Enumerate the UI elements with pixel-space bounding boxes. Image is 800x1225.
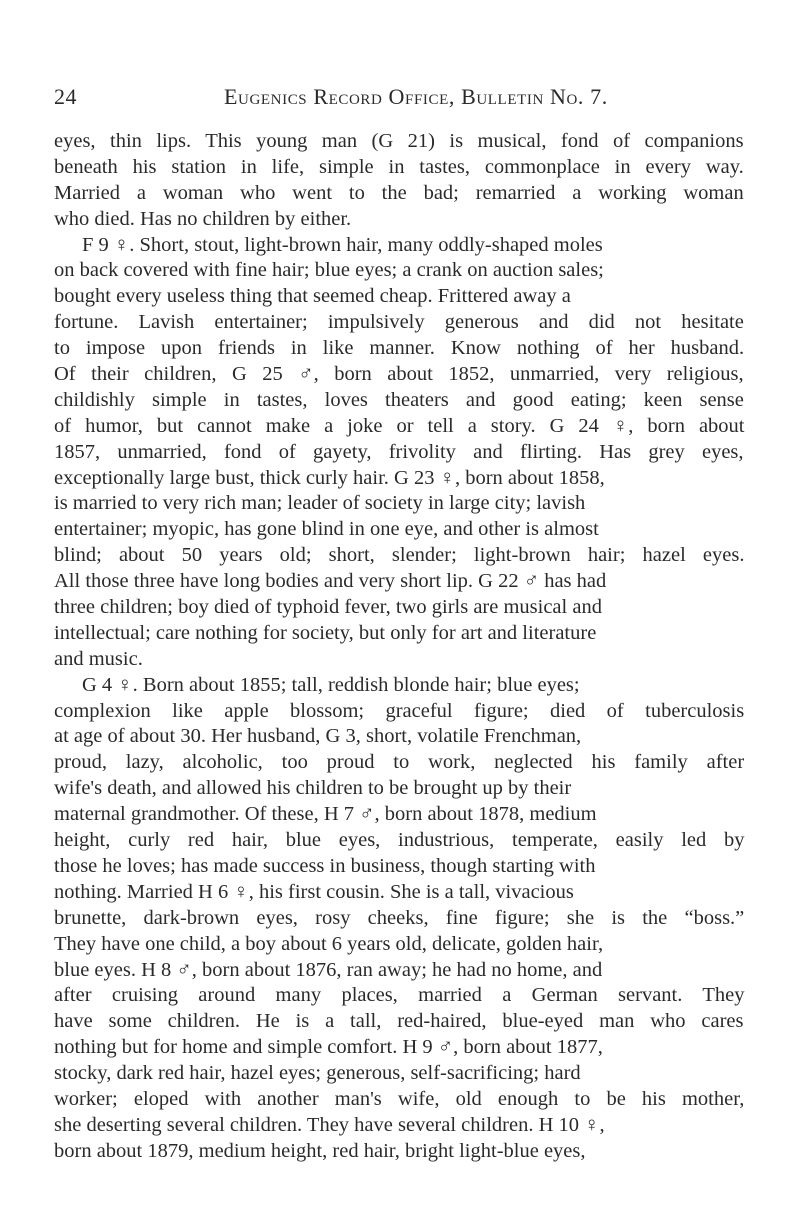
text-line: three children; boy died of typhoid fever, two girls are musical and [54,596,602,619]
running-head: Eugenics Record Office, Bulletin No. 7. [224,84,608,109]
text-line: is married to very rich man; leader of society in large city; lavish [54,492,586,515]
text-line: entertainer; myopic, has gone blind in one eye, and other is almost [54,518,599,541]
text-line: nothing but for home and simple comfort. H 9 ♂, born about 1877, [54,1036,603,1059]
text-line: childishly simple in tastes, loves theaters and good eating; keen sense [54,388,744,411]
text-line: born about 1879, medium height, red hair, bright light-blue eyes, [54,1139,586,1162]
text-line: F 9 ♀. Short, stout, light-brown hair, many oddly-shaped moles [82,233,603,256]
text-line: after cruising around many places, married a German servant. They [54,984,745,1007]
text-line: intellectual; care nothing for society, but only for art and literature [54,621,597,644]
text-line: All those three have long bodies and very short lip. G 22 ♂ has had [54,570,607,593]
text-line: complexion like apple blossom; graceful figure; died of tuberculosis [54,699,745,722]
text-line: height, curly red hair, blue eyes, industrious, temperate, easily led by [54,829,745,852]
text-line: They have one child, a boy about 6 years old, delicate, golden hair, [54,932,604,955]
text-line: she deserting several children. They have several children. H 10 ♀, [54,1113,605,1136]
body-text [54,129,794,1165]
page-header [54,84,744,114]
text-line: wife's death, and allowed his children to be brought up by their [54,777,572,800]
text-line: to impose upon friends in like manner. Know nothing of her husband. [54,337,745,360]
text-line: G 4 ♀. Born about 1855; tall, reddish blonde hair; blue eyes; [82,673,580,696]
page-number: 24 [54,84,77,109]
text-line: at age of about 30. Her husband, G 3, short, volatile Frenchman, [54,725,582,748]
text-line: worker; eloped with another man's wife, old enough to be his mother, [54,1087,745,1110]
text-line: exceptionally large bust, thick curly hair. G 23 ♀, born about 1858, [54,466,605,489]
text-line: Of their children, G 25 ♂, born about 1852, unmarried, very religious, [54,363,744,386]
text-line: on back covered with fine hair; blue eyes; a crank on auction sales; [54,259,604,282]
text-line: Married a woman who went to the bad; remarried a working woman [54,181,744,204]
text-line: fortune. Lavish entertainer; impulsively generous and did not hesitate [54,311,744,334]
text-line: who died. Has no children by either. [54,207,352,230]
text-line: and music. [54,647,143,670]
text-line: eyes, thin lips. This young man (G 21) is musical, fond of companions [54,130,744,152]
text-line: bought every useless thing that seemed cheap. Frittered away a [54,285,571,308]
text-line: nothing. Married H 6 ♀, his first cousin. She is a tall, vivacious [54,880,574,903]
text-line: those he loves; has made success in business, though starting with [54,854,596,877]
text-line: brunette, dark-brown eyes, rosy cheeks, fine figure; she is the “boss.” [54,906,745,929]
text-line: of humor, but cannot make a joke or tell a story. G 24 ♀, born about [54,414,745,437]
text-line: stocky, dark red hair, hazel eyes; generous, self-sacrificing; hard [54,1062,581,1085]
text-line: proud, lazy, alcoholic, too proud to work, neglected his family after [54,751,745,774]
text-line: beneath his station in life, simple in tastes, commonplace in every way. [54,155,744,178]
text-line: have some children. He is a tall, red-haired, blue-eyed man who cares [54,1010,744,1033]
text-line: 1857, unmarried, fond of gayety, frivolity and flirting. Has grey eyes, [54,440,744,463]
text-line: maternal grandmother. Of these, H 7 ♂, born about 1878, medium [54,803,597,826]
text-line: blue eyes. H 8 ♂, born about 1876, ran away; he had no home, and [54,958,603,981]
text-line: blind; about 50 years old; short, slender; light-brown hair; hazel eyes. [54,544,745,567]
